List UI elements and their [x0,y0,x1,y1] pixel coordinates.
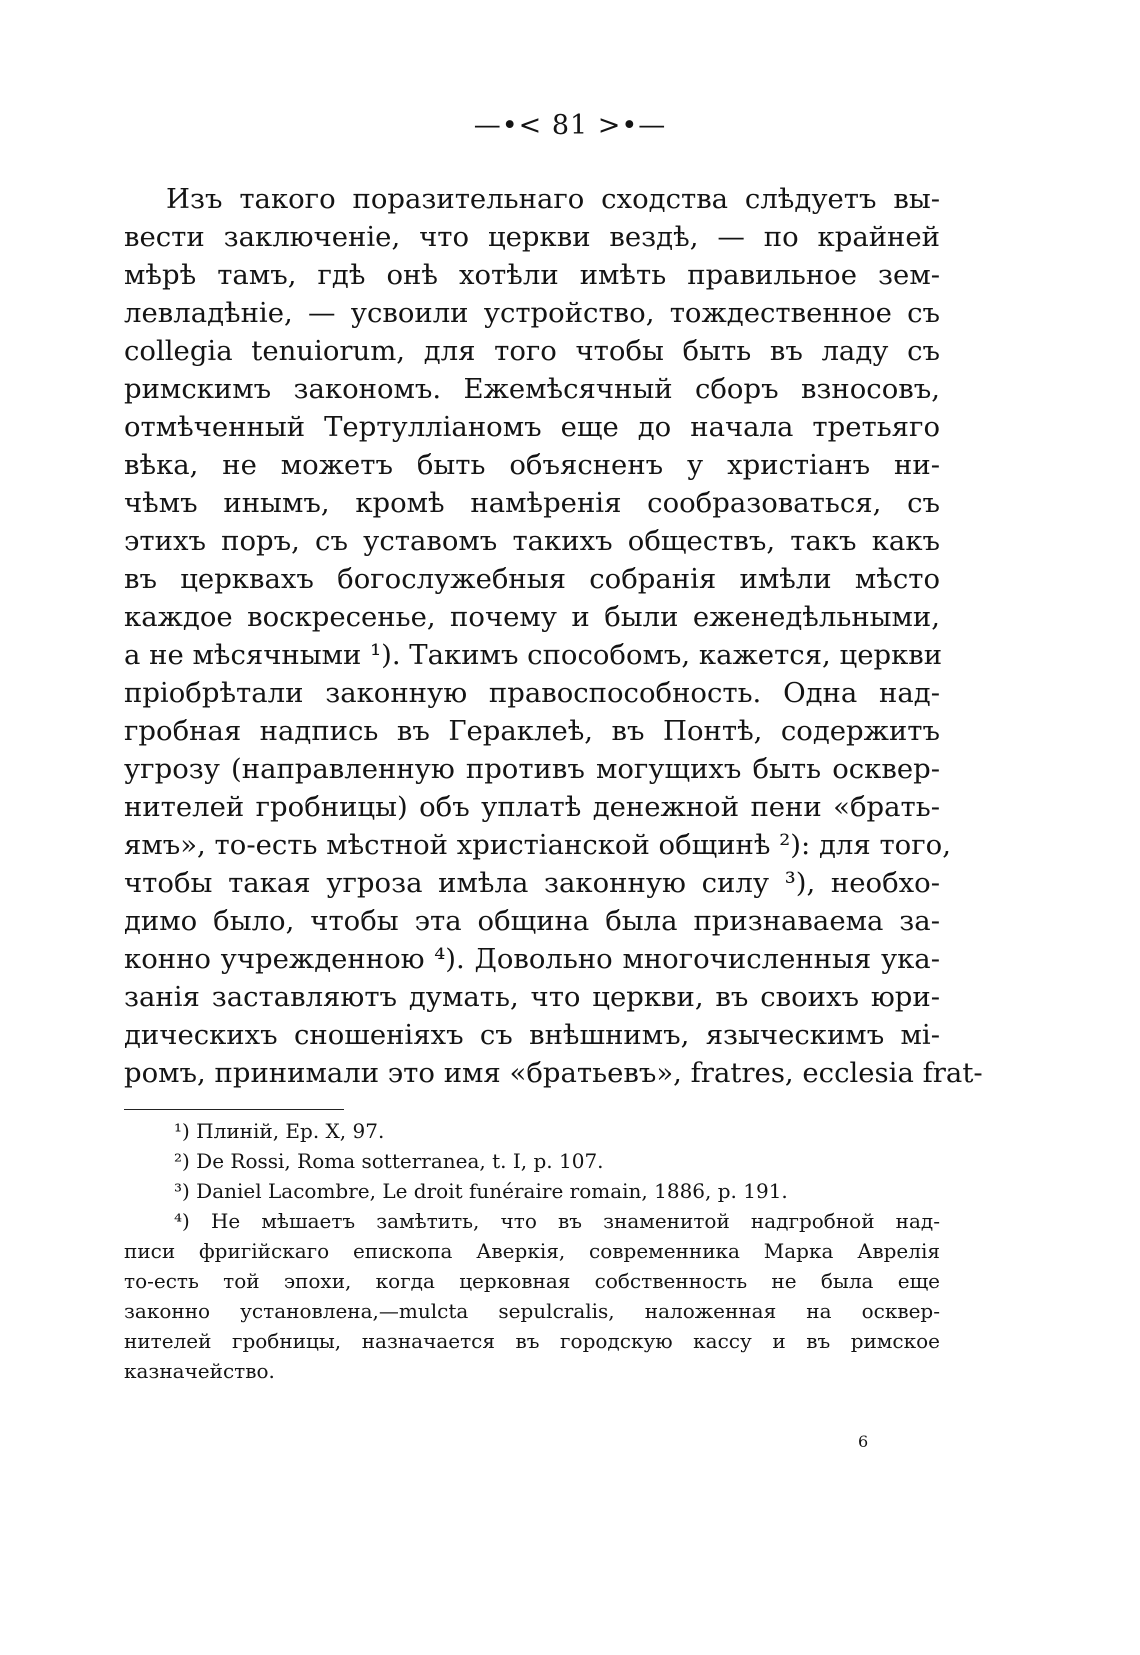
footnote-1: ¹) Плинiй, Ep. X, 97. [174,1119,385,1143]
text-line: вести заключенiе, что церкви вездѣ, — по крайней [124,221,940,253]
text-line: чтобы такая угроза имѣла законную силу ³), необхо- [124,867,940,899]
text-line: этихъ поръ, съ уставомъ такихъ обществъ, такъ какъ [124,525,940,557]
text-line: Изъ такого поразительнаго сходства слѣдуетъ вы- [166,183,940,215]
text-line: чѣмъ инымъ, кромѣ намѣренiя сообразоваться, съ [124,487,940,519]
footnote-divider [124,1109,344,1110]
page-number: —•< 81 >•— [473,110,667,141]
text-line: занiя заставляютъ думать, что церкви, въ своихъ юри- [124,981,940,1013]
text-line: угрозу (направленную противъ могущихъ быть осквер- [124,753,940,785]
text-line: гробная надпись въ Гераклеѣ, въ Понтѣ, содержитъ [124,715,940,747]
text-line: въ церквахъ богослужебныя собранiя имѣли мѣсто [124,563,940,595]
text-line: каждое воскресенье, почему и были еженедѣльными, [124,601,940,633]
text-line: левладѣнiе, — усвоили устройство, тождественное съ [124,297,940,329]
footnote-4-line: казначейство. [124,1359,275,1383]
text-line: димо было, чтобы эта община была признаваема за- [124,905,940,937]
text-line: мѣрѣ тамъ, гдѣ онѣ хотѣли имѣть правильное зем- [124,259,940,291]
text-line: collegia tenuiorum, для того чтобы быть въ ладу съ [124,335,940,367]
footnote-4-line: писи фригiйскаго епископа Аверкiя, современника Марка Аврелiя [124,1239,940,1263]
footnote-4-line: законно установлена,—mulcta sepulcralis, наложенная на осквер- [124,1299,940,1323]
footnote-2: ²) De Rossi, Roma sotterranea, t. I, p. 107. [174,1149,604,1173]
text-line: а не мѣсячными ¹). Такимъ способомъ, кажется, церкви [124,639,943,671]
footnote-4-line: нителей гробницы, назначается въ городскую кассу и въ римское [124,1329,940,1353]
body-text [124,180,983,1092]
footnote-4-line: то-есть той эпохи, когда церковная собственность не была еще [124,1269,940,1293]
text-line: отмѣченный Тертулліаномъ еще до начала третьяго [124,411,940,443]
text-line: дическихъ сношенiяхъ съ внѣшнимъ, языческимъ мi- [124,1019,940,1051]
text-line: прiобрѣтали законную правоспособность. Одна над- [124,677,940,709]
text-line: ромъ, принимали это имя «братьевъ», fratres, ecclesia frat- [124,1057,983,1089]
text-line: нителей гробницы) объ уплатѣ денежной пени «брать- [124,791,940,823]
footnote-4: ⁴) Не мѣшаетъ замѣтить, что въ знаменитой надгробной над- [174,1209,940,1233]
text-line: вѣка, не можетъ быть объясненъ у христiанъ ни- [124,449,940,481]
text-line: конно учрежденною ⁴). Довольно многочисленныя ука- [124,943,940,975]
text-line: ямъ», то-есть мѣстной христiанской общинѣ ²): для того, [124,829,951,861]
printer-signature-mark: 6 [858,1432,869,1451]
text-line: римскимъ закономъ. Ежемѣсячный сборъ взносовъ, [124,373,940,405]
footnote-3: ³) Daniel Lacombre, Le droit funéraire romain, 1886, p. 191. [174,1179,788,1203]
footnotes [124,1116,940,1386]
